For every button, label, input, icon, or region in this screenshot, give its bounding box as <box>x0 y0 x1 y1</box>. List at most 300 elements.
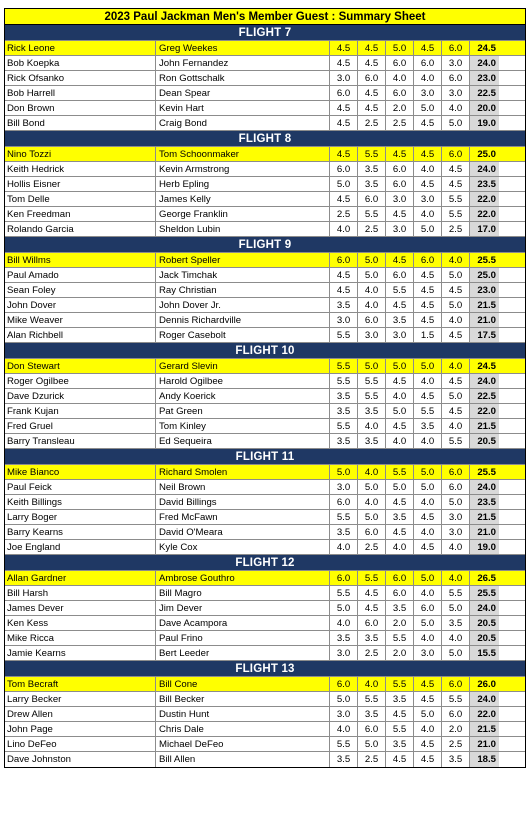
member-name-cell: Mike Weaver <box>5 313 156 327</box>
round-score-cell: 5.0 <box>414 101 442 115</box>
team-row <box>5 101 525 116</box>
total-score-cell: 19.0 <box>470 540 499 554</box>
round-score-cell: 6.0 <box>386 571 414 585</box>
round-score-cell: 2.5 <box>442 222 470 236</box>
round-score-cell: 5.5 <box>330 328 358 342</box>
total-score-cell: 22.0 <box>470 207 499 221</box>
team-row <box>5 419 525 434</box>
round-score-cell: 6.0 <box>414 601 442 615</box>
member-name-cell: James Dever <box>5 601 156 615</box>
guest-name-cell: George Franklin <box>156 207 330 221</box>
guest-name-cell: Bill Allen <box>156 752 330 767</box>
member-name-cell: Rolando Garcia <box>5 222 156 236</box>
member-name-cell: Tom Becraft <box>5 677 156 691</box>
round-score-cell: 3.5 <box>386 601 414 615</box>
round-score-cell: 4.0 <box>414 586 442 600</box>
member-name-cell: Bob Koepka <box>5 56 156 70</box>
round-score-cell: 5.5 <box>330 586 358 600</box>
guest-name-cell: Kyle Cox <box>156 540 330 554</box>
member-name-cell: Nino Tozzi <box>5 147 156 161</box>
flight-header: FLIGHT 8 <box>5 131 525 147</box>
round-score-cell: 4.5 <box>442 328 470 342</box>
round-score-cell: 4.5 <box>386 253 414 267</box>
round-score-cell: 4.0 <box>386 434 414 448</box>
round-score-cell: 4.5 <box>386 207 414 221</box>
round-score-cell: 5.5 <box>358 571 386 585</box>
round-score-cell: 4.0 <box>358 298 386 312</box>
round-score-cell: 5.0 <box>414 616 442 630</box>
round-score-cell: 4.5 <box>414 41 442 55</box>
total-score-cell: 18.5 <box>470 752 499 767</box>
total-score-cell: 24.5 <box>470 41 499 55</box>
round-score-cell: 5.0 <box>386 404 414 418</box>
round-score-cell: 6.0 <box>358 71 386 85</box>
member-name-cell: Larry Boger <box>5 510 156 524</box>
round-score-cell: 4.0 <box>442 540 470 554</box>
total-score-cell: 25.5 <box>470 465 499 479</box>
round-score-cell: 4.5 <box>358 56 386 70</box>
guest-name-cell: Herb Epling <box>156 177 330 191</box>
round-score-cell: 4.5 <box>414 268 442 282</box>
total-score-cell: 24.0 <box>470 692 499 706</box>
round-score-cell: 4.0 <box>358 677 386 691</box>
member-name-cell: Hollis Eisner <box>5 177 156 191</box>
member-name-cell: John Dover <box>5 298 156 312</box>
team-row <box>5 495 525 510</box>
member-name-cell: Roger Ogilbee <box>5 374 156 388</box>
round-score-cell: 6.0 <box>414 253 442 267</box>
member-name-cell: Drew Allen <box>5 707 156 721</box>
guest-name-cell: Roger Casebolt <box>156 328 330 342</box>
total-score-cell: 24.0 <box>470 601 499 615</box>
total-score-cell: 21.5 <box>470 298 499 312</box>
round-score-cell: 6.0 <box>386 177 414 191</box>
round-score-cell: 5.5 <box>442 434 470 448</box>
round-score-cell: 4.5 <box>330 192 358 206</box>
guest-name-cell: Chris Dale <box>156 722 330 736</box>
round-score-cell: 5.5 <box>442 586 470 600</box>
round-score-cell: 6.0 <box>442 465 470 479</box>
total-score-cell: 21.0 <box>470 525 499 539</box>
total-score-cell: 25.5 <box>470 586 499 600</box>
round-score-cell: 4.5 <box>386 752 414 767</box>
guest-name-cell: Ron Gottschalk <box>156 71 330 85</box>
round-score-cell: 4.5 <box>414 677 442 691</box>
member-name-cell: Lino DeFeo <box>5 737 156 751</box>
member-name-cell: Keith Billings <box>5 495 156 509</box>
round-score-cell: 4.5 <box>442 404 470 418</box>
member-name-cell: Joe England <box>5 540 156 554</box>
member-name-cell: Ken Kess <box>5 616 156 630</box>
round-score-cell: 4.5 <box>330 116 358 130</box>
total-score-cell: 24.0 <box>470 480 499 494</box>
round-score-cell: 2.0 <box>442 722 470 736</box>
team-row <box>5 692 525 707</box>
team-row-leader <box>5 677 525 692</box>
round-score-cell: 6.0 <box>358 722 386 736</box>
team-row <box>5 510 525 525</box>
total-score-cell: 24.0 <box>470 374 499 388</box>
team-row <box>5 328 525 343</box>
round-score-cell: 3.5 <box>414 419 442 433</box>
guest-name-cell: Michael DeFeo <box>156 737 330 751</box>
round-score-cell: 6.0 <box>330 495 358 509</box>
round-score-cell: 5.0 <box>442 389 470 403</box>
round-score-cell: 2.5 <box>442 737 470 751</box>
team-row <box>5 192 525 207</box>
round-score-cell: 6.0 <box>358 313 386 327</box>
round-score-cell: 4.5 <box>414 116 442 130</box>
total-score-cell: 21.0 <box>470 313 499 327</box>
round-score-cell: 6.0 <box>330 571 358 585</box>
total-score-cell: 22.0 <box>470 192 499 206</box>
total-score-cell: 24.0 <box>470 162 499 176</box>
member-name-cell: Rick Ofsanko <box>5 71 156 85</box>
guest-name-cell: David Billings <box>156 495 330 509</box>
guest-name-cell: Ray Christian <box>156 283 330 297</box>
total-score-cell: 23.0 <box>470 283 499 297</box>
guest-name-cell: Dennis Richardville <box>156 313 330 327</box>
total-score-cell: 25.0 <box>470 268 499 282</box>
team-row <box>5 374 525 389</box>
round-score-cell: 4.5 <box>386 298 414 312</box>
guest-name-cell: David O'Meara <box>156 525 330 539</box>
round-score-cell: 4.5 <box>386 495 414 509</box>
flight-header: FLIGHT 7 <box>5 25 525 41</box>
round-score-cell: 4.0 <box>358 465 386 479</box>
guest-name-cell: Craig Bond <box>156 116 330 130</box>
round-score-cell: 3.5 <box>358 177 386 191</box>
round-score-cell: 3.0 <box>442 510 470 524</box>
round-score-cell: 4.0 <box>414 525 442 539</box>
team-row <box>5 434 525 449</box>
guest-name-cell: Sheldon Lubin <box>156 222 330 236</box>
flight-header: FLIGHT 10 <box>5 343 525 359</box>
guest-name-cell: Kevin Armstrong <box>156 162 330 176</box>
total-score-cell: 22.0 <box>470 707 499 721</box>
guest-name-cell: Dustin Hunt <box>156 707 330 721</box>
member-name-cell: Bob Harrell <box>5 86 156 100</box>
round-score-cell: 4.0 <box>442 253 470 267</box>
team-row <box>5 631 525 646</box>
round-score-cell: 3.5 <box>358 162 386 176</box>
member-name-cell: Frank Kujan <box>5 404 156 418</box>
team-row-leader <box>5 147 525 162</box>
round-score-cell: 4.0 <box>442 571 470 585</box>
guest-name-cell: Pat Green <box>156 404 330 418</box>
round-score-cell: 3.5 <box>358 404 386 418</box>
team-row <box>5 283 525 298</box>
round-score-cell: 3.5 <box>330 434 358 448</box>
round-score-cell: 5.0 <box>386 480 414 494</box>
team-row-leader <box>5 465 525 480</box>
guest-name-cell: Tom Kinley <box>156 419 330 433</box>
round-score-cell: 3.0 <box>442 525 470 539</box>
round-score-cell: 5.0 <box>358 359 386 373</box>
guest-name-cell: Greg Weekes <box>156 41 330 55</box>
total-score-cell: 17.0 <box>470 222 499 236</box>
round-score-cell: 4.5 <box>414 177 442 191</box>
guest-name-cell: John Dover Jr. <box>156 298 330 312</box>
flight-header: FLIGHT 13 <box>5 661 525 677</box>
round-score-cell: 4.5 <box>442 374 470 388</box>
team-row <box>5 404 525 419</box>
guest-name-cell: Tom Schoonmaker <box>156 147 330 161</box>
member-name-cell: Alan Richbell <box>5 328 156 342</box>
round-score-cell: 4.5 <box>414 737 442 751</box>
guest-name-cell: James Kelly <box>156 192 330 206</box>
total-score-cell: 22.5 <box>470 86 499 100</box>
round-score-cell: 5.0 <box>414 359 442 373</box>
round-score-cell: 2.5 <box>358 752 386 767</box>
round-score-cell: 2.0 <box>386 101 414 115</box>
round-score-cell: 4.0 <box>330 722 358 736</box>
team-row <box>5 268 525 283</box>
round-score-cell: 4.5 <box>386 419 414 433</box>
round-score-cell: 4.0 <box>414 722 442 736</box>
total-score-cell: 20.5 <box>470 631 499 645</box>
round-score-cell: 5.5 <box>414 404 442 418</box>
round-score-cell: 4.5 <box>358 101 386 115</box>
round-score-cell: 5.5 <box>358 374 386 388</box>
round-score-cell: 5.5 <box>442 692 470 706</box>
round-score-cell: 5.5 <box>386 722 414 736</box>
round-score-cell: 5.0 <box>358 737 386 751</box>
round-score-cell: 6.0 <box>330 253 358 267</box>
round-score-cell: 4.0 <box>442 313 470 327</box>
total-score-cell: 26.5 <box>470 571 499 585</box>
round-score-cell: 3.0 <box>386 192 414 206</box>
round-score-cell: 5.0 <box>358 480 386 494</box>
round-score-cell: 4.5 <box>386 374 414 388</box>
round-score-cell: 5.5 <box>330 374 358 388</box>
round-score-cell: 4.5 <box>330 56 358 70</box>
team-row <box>5 616 525 631</box>
member-name-cell: Allan Gardner <box>5 571 156 585</box>
round-score-cell: 4.0 <box>330 616 358 630</box>
team-row <box>5 222 525 237</box>
flights-container <box>5 25 525 767</box>
member-name-cell: Ken Freedman <box>5 207 156 221</box>
round-score-cell: 3.5 <box>442 616 470 630</box>
guest-name-cell: Jim Dever <box>156 601 330 615</box>
guest-name-cell: Bill Magro <box>156 586 330 600</box>
round-score-cell: 5.5 <box>386 631 414 645</box>
round-score-cell: 4.5 <box>414 752 442 767</box>
guest-name-cell: Paul Frino <box>156 631 330 645</box>
round-score-cell: 4.5 <box>386 147 414 161</box>
round-score-cell: 4.0 <box>386 71 414 85</box>
round-score-cell: 3.0 <box>358 328 386 342</box>
round-score-cell: 6.0 <box>386 268 414 282</box>
round-score-cell: 4.0 <box>386 540 414 554</box>
member-name-cell: Bill Harsh <box>5 586 156 600</box>
round-score-cell: 5.0 <box>414 480 442 494</box>
round-score-cell: 5.5 <box>386 677 414 691</box>
round-score-cell: 4.5 <box>414 389 442 403</box>
round-score-cell: 4.5 <box>358 586 386 600</box>
member-name-cell: Rick Leone <box>5 41 156 55</box>
round-score-cell: 4.5 <box>414 540 442 554</box>
member-name-cell: Sean Foley <box>5 283 156 297</box>
team-row <box>5 207 525 222</box>
round-score-cell: 3.0 <box>330 71 358 85</box>
guest-name-cell: Andy Koerick <box>156 389 330 403</box>
round-score-cell: 3.0 <box>414 192 442 206</box>
total-score-cell: 25.5 <box>470 253 499 267</box>
total-score-cell: 20.5 <box>470 616 499 630</box>
member-name-cell: Dave Johnston <box>5 752 156 767</box>
member-name-cell: Paul Feick <box>5 480 156 494</box>
guest-name-cell: Dean Spear <box>156 86 330 100</box>
round-score-cell: 5.0 <box>358 510 386 524</box>
round-score-cell: 6.0 <box>442 41 470 55</box>
flight-header: FLIGHT 9 <box>5 237 525 253</box>
round-score-cell: 2.5 <box>358 116 386 130</box>
round-score-cell: 4.5 <box>386 525 414 539</box>
guest-name-cell: Bill Becker <box>156 692 330 706</box>
round-score-cell: 3.5 <box>330 404 358 418</box>
total-score-cell: 17.5 <box>470 328 499 342</box>
round-score-cell: 3.5 <box>330 298 358 312</box>
round-score-cell: 4.0 <box>442 101 470 115</box>
flight-header: FLIGHT 12 <box>5 555 525 571</box>
round-score-cell: 3.5 <box>358 631 386 645</box>
team-row <box>5 722 525 737</box>
round-score-cell: 5.5 <box>442 207 470 221</box>
round-score-cell: 5.5 <box>358 692 386 706</box>
member-name-cell: Don Brown <box>5 101 156 115</box>
round-score-cell: 5.5 <box>386 465 414 479</box>
round-score-cell: 5.5 <box>330 737 358 751</box>
round-score-cell: 3.0 <box>330 480 358 494</box>
total-score-cell: 24.0 <box>470 56 499 70</box>
round-score-cell: 5.0 <box>442 646 470 660</box>
round-score-cell: 5.0 <box>414 222 442 236</box>
total-score-cell: 26.0 <box>470 677 499 691</box>
round-score-cell: 3.0 <box>386 222 414 236</box>
round-score-cell: 4.0 <box>358 283 386 297</box>
round-score-cell: 4.5 <box>358 601 386 615</box>
guest-name-cell: Neil Brown <box>156 480 330 494</box>
team-row <box>5 601 525 616</box>
team-row <box>5 162 525 177</box>
total-score-cell: 19.0 <box>470 116 499 130</box>
round-score-cell: 6.0 <box>442 71 470 85</box>
round-score-cell: 6.0 <box>442 707 470 721</box>
round-score-cell: 2.5 <box>330 207 358 221</box>
round-score-cell: 4.5 <box>330 147 358 161</box>
total-score-cell: 21.5 <box>470 510 499 524</box>
round-score-cell: 5.5 <box>330 359 358 373</box>
round-score-cell: 5.0 <box>330 465 358 479</box>
round-score-cell: 4.5 <box>414 283 442 297</box>
round-score-cell: 4.5 <box>330 41 358 55</box>
round-score-cell: 3.5 <box>330 631 358 645</box>
guest-name-cell: Bill Cone <box>156 677 330 691</box>
total-score-cell: 21.5 <box>470 419 499 433</box>
round-score-cell: 4.0 <box>386 389 414 403</box>
round-score-cell: 3.0 <box>442 86 470 100</box>
round-score-cell: 3.0 <box>386 328 414 342</box>
round-score-cell: 5.5 <box>358 389 386 403</box>
team-row <box>5 313 525 328</box>
round-score-cell: 4.0 <box>442 419 470 433</box>
round-score-cell: 4.5 <box>330 101 358 115</box>
total-score-cell: 23.5 <box>470 495 499 509</box>
round-score-cell: 5.0 <box>386 41 414 55</box>
round-score-cell: 3.0 <box>414 86 442 100</box>
round-score-cell: 6.0 <box>330 162 358 176</box>
guest-name-cell: Gerard Slevin <box>156 359 330 373</box>
round-score-cell: 4.5 <box>414 510 442 524</box>
flight-header: FLIGHT 11 <box>5 449 525 465</box>
round-score-cell: 5.0 <box>414 465 442 479</box>
team-row-leader <box>5 359 525 374</box>
total-score-cell: 20.0 <box>470 101 499 115</box>
round-score-cell: 2.5 <box>358 540 386 554</box>
round-score-cell: 5.5 <box>358 147 386 161</box>
round-score-cell: 3.0 <box>330 313 358 327</box>
round-score-cell: 5.5 <box>330 419 358 433</box>
round-score-cell: 4.5 <box>414 313 442 327</box>
team-row <box>5 752 525 767</box>
total-score-cell: 22.5 <box>470 389 499 403</box>
round-score-cell: 4.0 <box>442 359 470 373</box>
summary-sheet <box>4 8 526 768</box>
round-score-cell: 6.0 <box>330 86 358 100</box>
round-score-cell: 3.0 <box>414 646 442 660</box>
round-score-cell: 2.5 <box>358 222 386 236</box>
member-name-cell: Dave Dzurick <box>5 389 156 403</box>
round-score-cell: 6.0 <box>442 677 470 691</box>
round-score-cell: 3.5 <box>386 510 414 524</box>
round-score-cell: 4.0 <box>330 222 358 236</box>
team-row-leader <box>5 253 525 268</box>
guest-name-cell: Ed Sequeira <box>156 434 330 448</box>
round-score-cell: 4.5 <box>358 41 386 55</box>
member-name-cell: Tom Delle <box>5 192 156 206</box>
member-name-cell: Don Stewart <box>5 359 156 373</box>
team-row-leader <box>5 571 525 586</box>
round-score-cell: 4.5 <box>442 177 470 191</box>
member-name-cell: Larry Becker <box>5 692 156 706</box>
round-score-cell: 5.0 <box>414 707 442 721</box>
round-score-cell: 3.5 <box>330 752 358 767</box>
team-row <box>5 116 525 131</box>
total-score-cell: 23.0 <box>470 71 499 85</box>
round-score-cell: 3.5 <box>442 752 470 767</box>
round-score-cell: 4.5 <box>330 268 358 282</box>
round-score-cell: 4.0 <box>358 419 386 433</box>
member-name-cell: Bill Willms <box>5 253 156 267</box>
round-score-cell: 4.0 <box>414 495 442 509</box>
round-score-cell: 6.0 <box>386 86 414 100</box>
guest-name-cell: Robert Speller <box>156 253 330 267</box>
round-score-cell: 2.5 <box>358 646 386 660</box>
team-row <box>5 525 525 540</box>
round-score-cell: 2.0 <box>386 616 414 630</box>
round-score-cell: 6.0 <box>330 677 358 691</box>
round-score-cell: 3.5 <box>330 389 358 403</box>
round-score-cell: 5.5 <box>330 510 358 524</box>
round-score-cell: 6.0 <box>358 525 386 539</box>
round-score-cell: 5.0 <box>442 601 470 615</box>
total-score-cell: 21.0 <box>470 737 499 751</box>
round-score-cell: 4.5 <box>414 692 442 706</box>
member-name-cell: Mike Ricca <box>5 631 156 645</box>
total-score-cell: 24.5 <box>470 359 499 373</box>
